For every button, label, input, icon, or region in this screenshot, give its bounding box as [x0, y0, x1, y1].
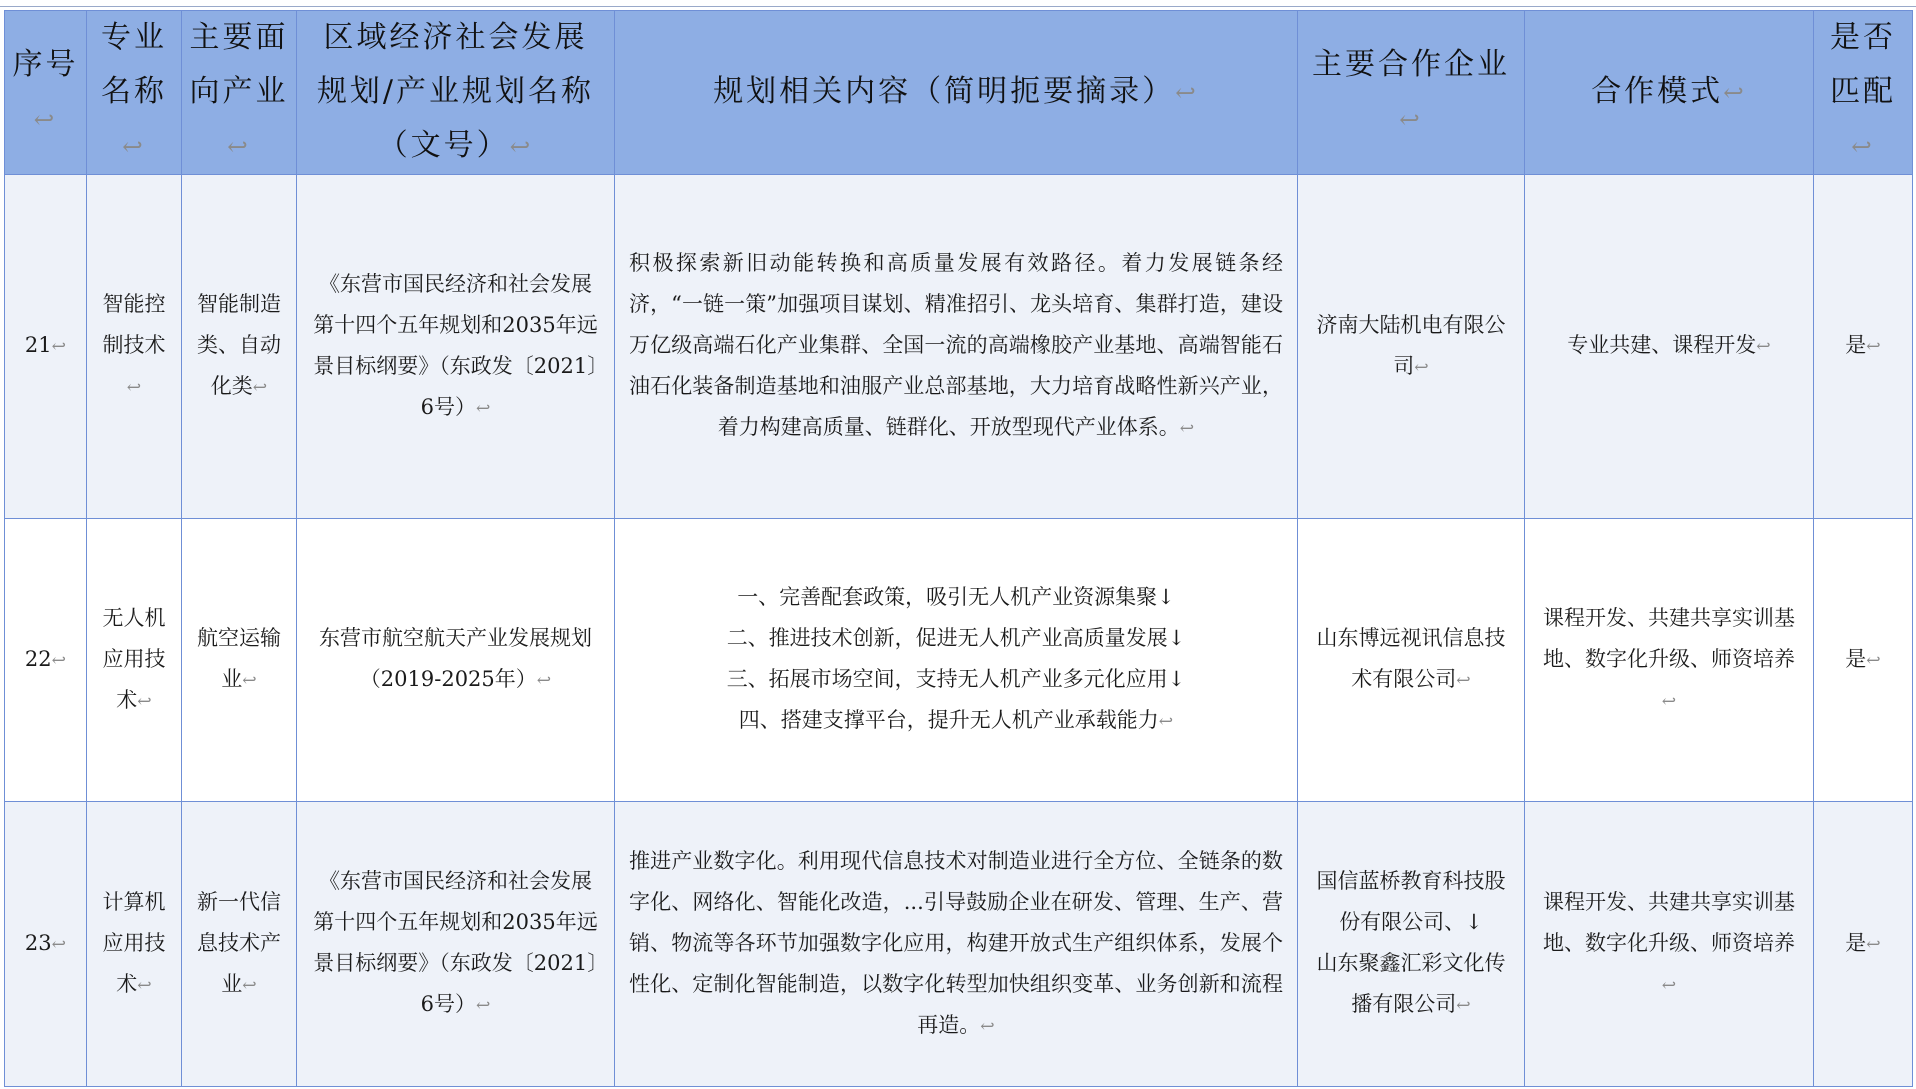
cell-seq: 22↩ [5, 519, 87, 802]
cell-major: 智能控制技术↩ [87, 175, 182, 519]
cell-match: 是↩ [1814, 802, 1913, 1087]
cell-mode: 课程开发、共建共享实训基地、数字化升级、师资培养↩ [1525, 802, 1814, 1087]
cell-seq: 23↩ [5, 802, 87, 1087]
header-seq: 序号↩ [5, 11, 87, 175]
cell-mode: 课程开发、共建共享实训基地、数字化升级、师资培养↩ [1525, 519, 1814, 802]
content-line: 二、推进技术创新，促进无人机产业高质量发展↓ [726, 626, 1186, 650]
content-line: 一、完善配套政策，吸引无人机产业资源集聚↓ [737, 585, 1175, 609]
cell-mode: 专业共建、课程开发↩ [1525, 175, 1814, 519]
cell-seq: 21↩ [5, 175, 87, 519]
industry-plan-table [4, 10, 1913, 1087]
cell-major: 计算机应用技术↩ [87, 802, 182, 1087]
cell-match: 是↩ [1814, 519, 1913, 802]
header-major: 专业名称↩ [87, 11, 182, 175]
cell-industry: 智能制造类、自动化类↩ [182, 175, 297, 519]
header-enterprise: 主要合作企业↩ [1298, 11, 1525, 175]
cell-plan-name: 东营市航空航天产业发展规划（2019-2025年）↩ [297, 519, 615, 802]
content-line: 三、拓展市场空间，支持无人机产业多元化应用↓ [726, 667, 1186, 691]
cell-plan-name: 《东营市国民经济和社会发展第十四个五年规划和2035年远景目标纲要》（东政发〔2021〕6号）↩ [297, 802, 615, 1087]
content-line: 四、搭建支撑平台，提升无人机产业承载能力↩ [738, 708, 1174, 732]
header-mode: 合作模式↩ [1525, 11, 1814, 175]
cell-industry: 航空运输业↩ [182, 519, 297, 802]
cell-plan-content [615, 519, 1298, 802]
cell-industry: 新一代信息技术产业↩ [182, 802, 297, 1087]
cell-enterprise [1298, 802, 1525, 1087]
header-industry: 主要面向产业↩ [182, 11, 297, 175]
cell-plan-content: 推进产业数字化。利用现代信息技术对制造业进行全方位、全链条的数字化、网络化、智能化改造，...引导鼓励企业在研发、管理、生产、营销、物流等各环节加强数字化应用，构建开放式生产组织体系，发展个性化、定制化智能制造，以数字化转型加快组织变革、业务创新和流程再造。↩ [615, 802, 1298, 1087]
enterprise-line: 山东聚鑫汇彩文化传播有限公司↩ [1316, 951, 1506, 1016]
cell-enterprise: 济南大陆机电有限公司↩ [1298, 175, 1525, 519]
header-plan-name: 区域经济社会发展规划/产业规划名称（文号）↩ [297, 11, 615, 175]
table-row [5, 519, 1913, 802]
table-row [5, 175, 1913, 519]
cell-plan-name: 《东营市国民经济和社会发展第十四个五年规划和2035年远景目标纲要》（东政发〔2021〕6号）↩ [297, 175, 615, 519]
header-match: 是否匹配↩ [1814, 11, 1913, 175]
header-plan-content: 规划相关内容（简明扼要摘录）↩ [615, 11, 1298, 175]
enterprise-line: 国信蓝桥教育科技股份有限公司、↓ [1316, 869, 1506, 934]
page-top-rule [0, 6, 1916, 7]
table-row [5, 802, 1913, 1087]
header-row [5, 11, 1913, 175]
cell-plan-content: 积极探索新旧动能转换和高质量发展有效路径。着力发展链条经济，“一链一策”加强项目谋划、精准招引、龙头培育、集群打造，建设万亿级高端石化产业集群、全国一流的高端橡胶产业基地、高端智能石油石化装备制造基地和油服产业总部基地，大力培育战略性新兴产业，着力构建高质量、链群化、开放型现代产业体系。↩ [615, 175, 1298, 519]
cell-enterprise: 山东博远视讯信息技术有限公司↩ [1298, 519, 1525, 802]
cell-major: 无人机应用技术↩ [87, 519, 182, 802]
cell-match: 是↩ [1814, 175, 1913, 519]
